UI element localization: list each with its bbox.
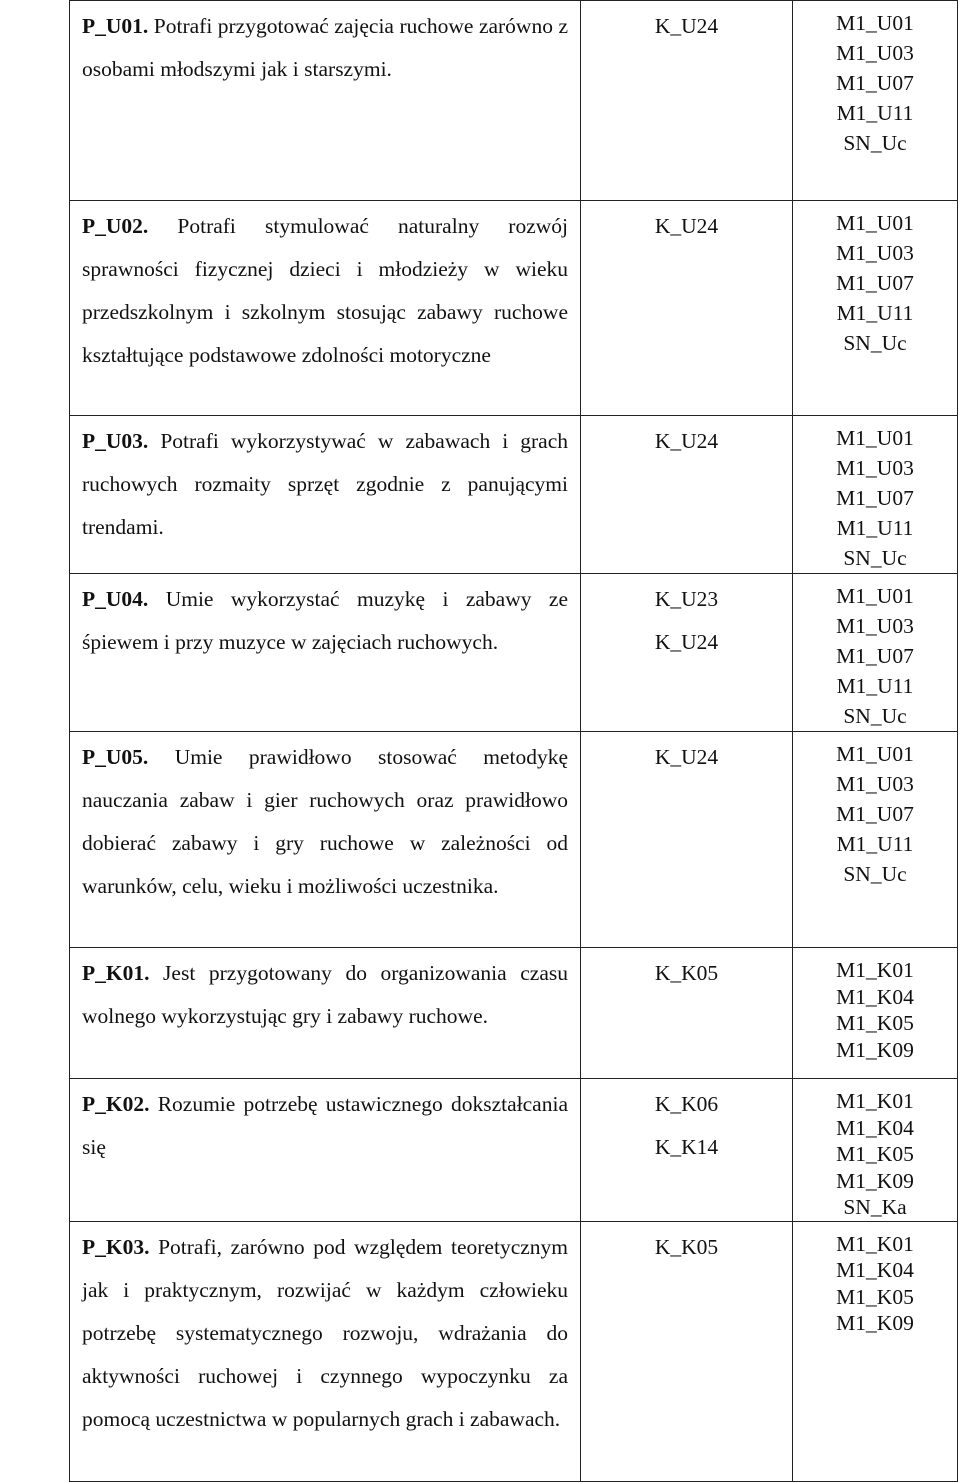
outcome-text: Umie wykorzystać muzykę i zabawy ze śpiewem i przy muzyce w zajęciach ruchowych. — [82, 587, 568, 654]
outcome-description — [70, 1079, 581, 1222]
m-code: M1_U07 — [836, 644, 914, 668]
outcome-description — [70, 201, 581, 416]
m-code: M1_U03 — [836, 772, 914, 796]
table-row — [70, 948, 958, 1079]
area-outcomes — [793, 1079, 958, 1222]
m-code: M1_U07 — [836, 486, 914, 510]
m-code: M1_U03 — [836, 614, 914, 638]
table-row — [70, 201, 958, 416]
m-code: M1_U01 — [836, 426, 914, 450]
area-outcomes — [793, 574, 958, 732]
m-code: M1_K05 — [836, 1142, 914, 1166]
m-code: M1_K04 — [836, 984, 914, 1009]
area-outcomes — [793, 201, 958, 416]
m-code: M1_U11 — [836, 832, 914, 856]
outcome-text: Rozumie potrzebę ustawicznego dokształcania się — [82, 1092, 568, 1159]
outcome-text: Umie prawidłowo stosować metodykę nauczania zabaw i gier ruchowych oraz prawidłowo dobierać zabawy i gry ruchowe w zależności od warunków, celu, wieku i możliwości uczestnika. — [82, 745, 568, 898]
m-code: M1_U03 — [836, 241, 914, 265]
k-code: K_U23 — [654, 587, 719, 611]
area-outcomes — [793, 1, 958, 201]
m-code: SN_Uc — [843, 704, 907, 728]
outcome-code: P_U01. — [82, 14, 149, 38]
outcome-description — [70, 732, 581, 948]
m-code: M1_U11 — [836, 101, 914, 125]
m-code: M1_K09 — [836, 1168, 914, 1193]
m-code: M1_U11 — [836, 301, 914, 325]
k-code: K_K05 — [654, 961, 719, 985]
table-row — [70, 732, 958, 948]
direction-outcomes — [581, 574, 793, 732]
outcome-code: P_K01. — [82, 961, 150, 985]
m-code: SN_Ka — [843, 1195, 907, 1219]
outcome-code: P_U02. — [82, 214, 149, 238]
area-outcomes — [793, 732, 958, 948]
area-outcomes — [793, 1221, 958, 1481]
m-code: M1_U01 — [836, 742, 914, 766]
outcome-code: P_U04. — [82, 587, 149, 611]
m-code: M1_K01 — [836, 958, 914, 982]
m-code: M1_U03 — [836, 456, 914, 480]
direction-outcomes — [581, 732, 793, 948]
k-code: K_U24 — [654, 745, 719, 769]
m-code: SN_Uc — [843, 546, 907, 570]
m-code: M1_U07 — [836, 71, 914, 95]
direction-outcomes — [581, 201, 793, 416]
direction-outcomes — [581, 1079, 793, 1222]
k-code: K_U24 — [654, 429, 719, 453]
m-code: M1_U01 — [836, 211, 914, 235]
k-code: K_U24 — [654, 214, 719, 238]
m-code: M1_U07 — [836, 802, 914, 826]
outcome-description — [70, 948, 581, 1079]
k-code: K_K14 — [654, 1135, 719, 1159]
m-code: SN_Uc — [843, 862, 907, 886]
area-outcomes — [793, 948, 958, 1079]
m-code: M1_K09 — [836, 1037, 914, 1062]
outcome-description — [70, 1221, 581, 1481]
outcome-text: Potrafi, zarówno pod względem teoretycznym jak i praktycznym, rozwijać w każdym człowieku potrzebę systematycznego rozwoju, wdrażania do aktywności ruchowej i czynnego wypoczynku za pomocą uczestnictwa w popularnych grach i zabawach. — [82, 1234, 568, 1431]
outcome-text: Potrafi wykorzystywać w zabawach i grach ruchowych rozmaity sprzęt zgodnie z panującymi trendami. — [82, 429, 568, 539]
m-code: SN_Uc — [843, 331, 907, 355]
m-code: M1_U07 — [836, 271, 914, 295]
m-code: M1_K01 — [836, 1231, 914, 1256]
table-row — [70, 1, 958, 201]
outcome-code: P_K03. — [82, 1234, 150, 1259]
k-code: K_U24 — [654, 630, 719, 654]
m-code: SN_Uc — [843, 131, 907, 155]
k-code: K_U24 — [654, 14, 719, 38]
m-code: M1_K05 — [836, 1284, 914, 1309]
table-row — [70, 1079, 958, 1222]
area-outcomes — [793, 416, 958, 574]
outcome-code: P_U03. — [82, 429, 149, 453]
m-code: M1_U11 — [836, 516, 914, 540]
outcome-code: P_U05. — [82, 745, 149, 769]
table-row — [70, 1221, 958, 1481]
m-code: M1_K04 — [836, 1258, 914, 1282]
learning-outcomes-table — [69, 0, 958, 1482]
k-code: K_K06 — [654, 1092, 719, 1116]
m-code: M1_U03 — [836, 41, 914, 65]
direction-outcomes — [581, 1, 793, 201]
m-code: M1_U11 — [836, 674, 914, 698]
k-code: K_K05 — [654, 1234, 719, 1259]
direction-outcomes — [581, 948, 793, 1079]
outcome-code: P_K02. — [82, 1092, 150, 1116]
direction-outcomes — [581, 1221, 793, 1481]
m-code: M1_K05 — [836, 1011, 914, 1035]
outcome-description — [70, 574, 581, 732]
outcome-text: Potrafi stymulować naturalny rozwój sprawności fizycznej dzieci i młodzieży w wieku przedszkolnym i szkolnym stosując zabawy ruchowe kształtujące podstawowe zdolności motoryczne — [82, 214, 568, 367]
m-code: M1_U01 — [836, 584, 914, 608]
outcome-description — [70, 1, 581, 201]
table-row — [70, 574, 958, 732]
m-code: M1_K04 — [836, 1115, 914, 1140]
m-code: M1_K09 — [836, 1311, 914, 1335]
m-code: M1_K01 — [836, 1089, 914, 1113]
m-code: M1_U01 — [836, 11, 914, 35]
outcome-text: Potrafi przygotować zajęcia ruchowe zarówno z osobami młodszymi jak i starszymi. — [82, 14, 568, 81]
outcome-description — [70, 416, 581, 574]
table-row — [70, 416, 958, 574]
outcome-text: Jest przygotowany do organizowania czasu wolnego wykorzystując gry i zabawy ruchowe. — [82, 961, 568, 1028]
direction-outcomes — [581, 416, 793, 574]
